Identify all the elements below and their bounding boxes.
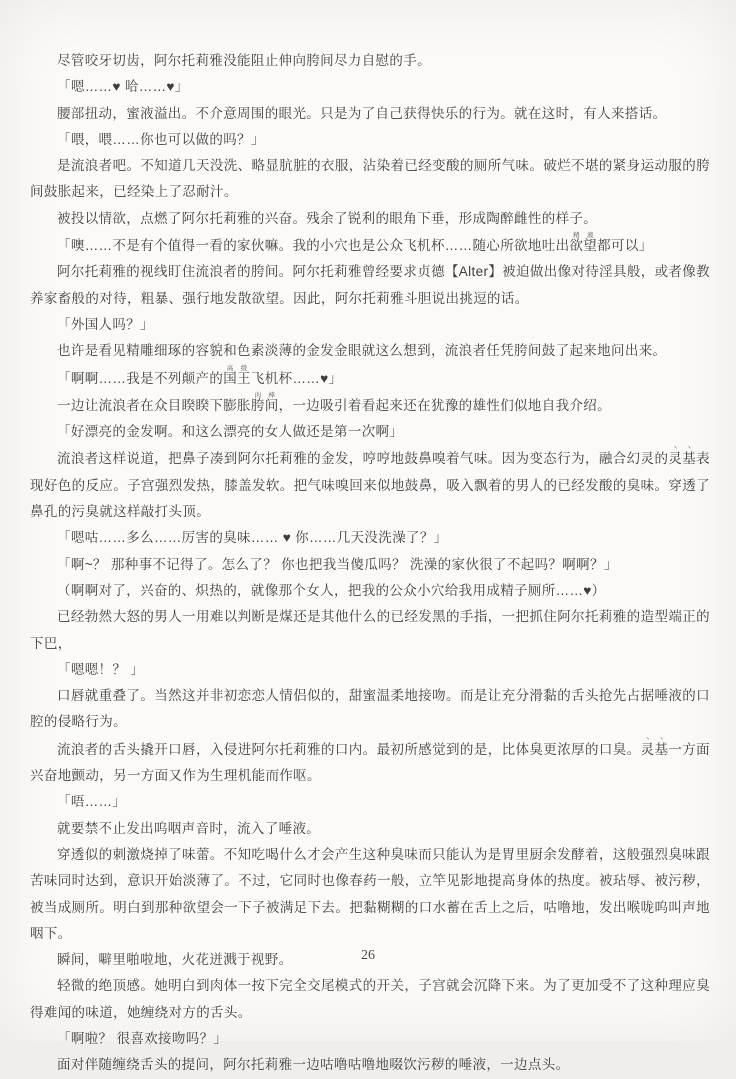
- dialogue-line: 「噢……不是有个值得一看的家伙嘛。我的小穴也是公众飞机杯……随心所欲地吐出欲望精液都可以」: [57, 232, 653, 254]
- narration-paragraph: 流浪者的舌头撬开口唇，入侵进阿尔托莉雅的口内。最初所感觉到的是，比体臭更浓厚的口臭。灵基丶丶一方面兴奋地颤动，另一方面又作为生理机能而作呕。: [30, 735, 710, 784]
- dialogue-line: 「外国人吗？」: [57, 316, 154, 332]
- dialogue-line: 「啊啦？ 很喜欢接吻吗？」: [57, 1030, 228, 1046]
- narration-paragraph: 瞬间，噼里啪啦地，火花迸溅于视野。: [57, 952, 293, 968]
- dialogue-line: 「啊啊……我是不列颠产的国王高级飞机杯……♥」: [57, 364, 343, 386]
- narration-paragraph: 腰部扭动，蜜液溢出。不介意周围的眼光。只是为了自己获得快乐的行为。就在这时，有人来搭话。: [57, 105, 667, 121]
- narration-paragraph: 穿透似的刺激烧掉了味蕾。不知吃喝什么才会产生这种臭味而只能认为是胃里厨余发酵着，这般强烈臭味跟苦味同时达到，意识开始淡薄了。不过，它同时也像春药一般，立竿见影地提高身体的热度。被玷辱、被污秽，被当成厕所。明白到那种欲望会一下子被满足下去。把黏糊糊的口水蓄在舌上之后，咕噜地，发出喉咙呜叫声地咽下。: [30, 846, 710, 941]
- ruby-annotated-word: 欲望精液: [569, 232, 598, 254]
- narration-paragraph: 口唇就重叠了。当然这并非初恋恋人情侣似的，甜蜜温柔地接吻。而是让充分滑黏的舌头抢先占据唾液的口腔的侵略行为。: [30, 688, 710, 730]
- narration-paragraph: 轻微的绝顶感。她明白到肉体一按下完全交尾模式的开关，子宫就会沉降下来。为了更加受不了这种理应臭得难闻的味道，她缠绕对方的舌头。: [30, 978, 710, 1020]
- narration-paragraph: 流浪者这样说道，把鼻子凑到阿尔托莉雅的金发，哼哼地鼓鼻嗅着气味。因为变态行为，融合幻灵的灵基丶丶表现好色的反应。子宫强烈发热，膝盖发软。把气味嗅回来似地鼓鼻，吸入飘着的男人的已经发酸的臭味。穿透了鼻孔的污臭就这样敲打头顶。: [30, 445, 710, 520]
- narration-paragraph: 已经勃然大怒的男人一用难以判断是煤还是其他什么的已经发黑的手指，一把抓住阿尔托莉雅的造型端正的下巴，: [30, 609, 710, 651]
- dialogue-line: 「嗯咕……多么……厉害的臭味…… ♥ 你……几天没洗澡了？」: [57, 530, 448, 546]
- narration-paragraph: 面对伴随缠绕舌头的提问，阿尔托莉雅一边咕噜咕噜地啜饮污秽的唾液，一边点头。: [57, 1057, 570, 1073]
- ruby-annotated-word: 灵基丶丶: [640, 735, 669, 757]
- dialogue-line: 「啊~？ 那种事不记得了。怎么了？ 你也把我当傻瓜吗？ 洗澡的家伙很了不起吗？啊啊？」: [57, 556, 618, 572]
- ruby-annotated-word: 国王高级: [223, 364, 251, 386]
- dialogue-line: 「嗯嗯！？ 」: [57, 661, 145, 677]
- narration-paragraph: 也许是看见精雕细琢的容貌和色素淡薄的金发金眼就这么想到，流浪者任凭胯间鼓了起来地问出来。: [57, 343, 667, 359]
- narration-paragraph: 就要禁不止发出呜咽声音时，流入了唾液。: [57, 820, 321, 836]
- dialogue-line: 「喂，喂……你也可以做的吗？」: [57, 131, 265, 147]
- dialogue-line: 「好漂亮的金发啊。和这么漂亮的女人做还是第一次啊」: [57, 424, 404, 440]
- dialogue-line: 「唔……」: [57, 794, 127, 810]
- dialogue-line: 「嗯……♥ 哈……♥」: [57, 79, 189, 95]
- page-text-body: [30, 48, 710, 1079]
- narration-paragraph: 一边让流浪者在众目睽睽下膨胀胯间肉棒，一边吸引着看起来还在犹豫的雄性们似地自我介绍。: [57, 391, 612, 413]
- page-number: 26: [361, 948, 375, 963]
- narration-paragraph: 被投以情欲，点燃了阿尔托莉雅的兴奋。残余了锐利的眼角下垂，形成陶醉雌性的样子。: [57, 210, 598, 226]
- ruby-annotated-word: 灵基丶丶: [668, 445, 697, 467]
- narration-paragraph: 是流浪者吧。不知道几天没洗、略显肮脏的衣服，沾染着已经变酸的厕所气味。破烂不堪的紧身运动服的胯间鼓胀起来，已经染上了忍耐汁。: [30, 158, 710, 200]
- narration-paragraph: 尽管咬牙切齿，阿尔托莉雅没能阻止伸向胯间尽力自慰的手。: [57, 53, 431, 68]
- narration-paragraph: 阿尔托莉雅的视线盯住流浪者的胯间。阿尔托莉雅曾经要求贞德【Alter】被迫做出像对待淫具般，或者像教养家畜般的对待，粗暴、强行地发散欲望。因此，阿尔托莉雅斗胆说出挑逗的话。: [30, 264, 710, 306]
- dialogue-line: （啊啊对了，兴奋的、炽热的，就像那个女人，把我的公众小穴给我用成精子厕所……♥）: [57, 582, 606, 598]
- ruby-annotated-word: 胯间肉棒: [250, 391, 279, 413]
